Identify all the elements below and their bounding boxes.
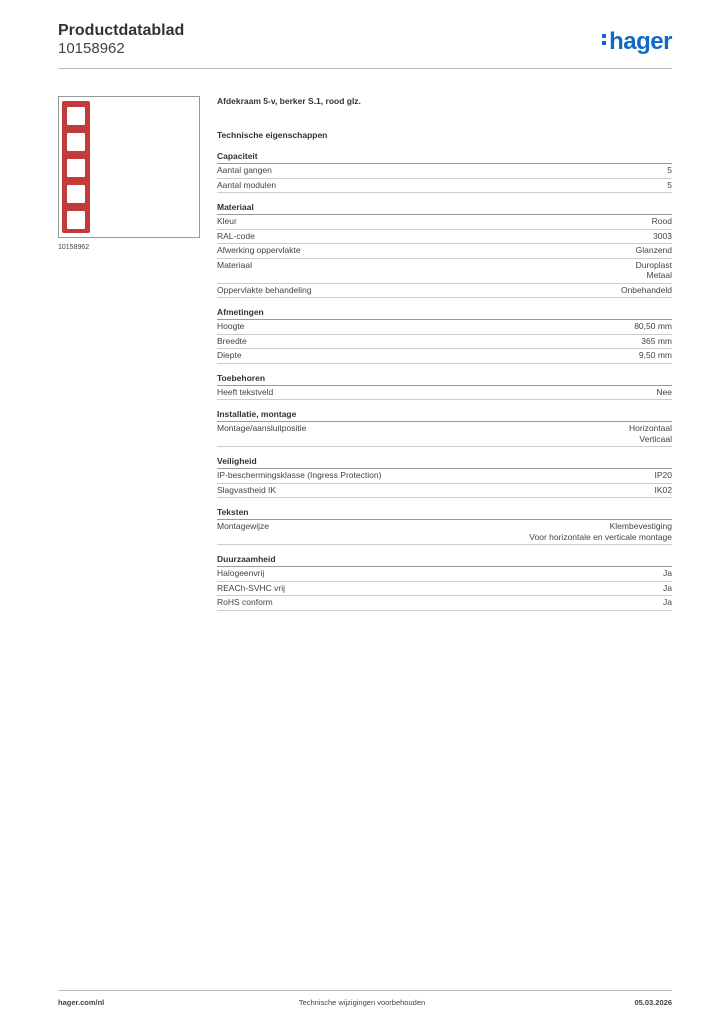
spec-section	[217, 554, 672, 611]
spec-row	[217, 422, 672, 447]
spec-label: RoHS conform	[217, 597, 273, 607]
spec-value: Glanzend	[635, 245, 672, 255]
logo-dots-icon	[602, 31, 607, 48]
frame-opening	[67, 185, 85, 203]
spec-row	[217, 244, 672, 259]
spec-value: Ja	[663, 597, 672, 607]
spec-label: Heeft tekstveld	[217, 386, 274, 397]
spec-label: Halogeenvrij	[217, 568, 265, 578]
spec-section	[217, 307, 672, 364]
spec-row	[217, 215, 672, 230]
product-name: Afdekraam 5-v, berker S.1, rood glz.	[217, 96, 361, 106]
page-title: Productdatablad	[58, 22, 185, 39]
spec-value: 9,50 mm	[638, 350, 672, 360]
spec-label: Breedte	[217, 335, 247, 346]
spec-label: IP-beschermingsklasse (Ingress Protection)	[217, 470, 382, 480]
spec-content	[217, 96, 672, 611]
hager-logo	[602, 28, 672, 56]
spec-label: Montagewijze	[217, 521, 269, 531]
section-title: Veiligheid	[217, 456, 672, 469]
spec-label: Montage/aansluitpositie	[217, 423, 307, 433]
spec-value: 80,50 mm	[634, 321, 672, 331]
spec-row	[217, 320, 672, 335]
spec-row	[217, 349, 672, 364]
spec-label: Hoogte	[217, 321, 245, 331]
frame-opening	[67, 211, 85, 229]
product-image-frame	[58, 96, 200, 238]
spec-value: IP20	[654, 470, 672, 480]
logo-text: hager	[609, 28, 672, 55]
section-title: Capaciteit	[217, 151, 672, 164]
section-title: Duurzaamheid	[217, 554, 672, 567]
spec-label: Oppervlakte behandeling	[217, 284, 312, 295]
spec-label: Slagvastheid IK	[217, 484, 277, 495]
spec-row	[217, 259, 672, 284]
tech-properties-title: Technische eigenschappen	[217, 130, 328, 140]
spec-row	[217, 596, 672, 611]
spec-value: Rood	[651, 216, 672, 226]
spec-label: Kleur	[217, 216, 237, 226]
footer-website: hager.com/nl	[58, 998, 105, 1007]
spec-row	[217, 386, 672, 401]
spec-value: Horizontaal Verticaal	[629, 423, 672, 444]
section-title: Toebehoren	[217, 373, 672, 386]
spec-section	[217, 151, 672, 193]
spec-value: Nee	[656, 386, 672, 397]
spec-value: 365 mm	[641, 335, 672, 346]
footer-disclaimer: Technische wijzigingen voorbehouden	[298, 998, 426, 1007]
frame-opening	[67, 159, 85, 177]
spec-value: 3003	[653, 230, 672, 241]
spec-section	[217, 456, 672, 498]
footer-date: 05.03.2026	[634, 998, 672, 1007]
spec-value: Ja	[663, 568, 672, 578]
section-title: Teksten	[217, 507, 672, 520]
spec-section	[217, 373, 672, 401]
footer-divider	[58, 990, 672, 991]
spec-row	[217, 520, 672, 545]
spec-value: Onbehandeld	[620, 284, 672, 295]
image-caption: 10158962	[58, 244, 90, 251]
section-title: Materiaal	[217, 202, 672, 215]
frame-opening	[67, 107, 85, 125]
spec-value: 5	[667, 165, 672, 175]
spec-row	[217, 335, 672, 350]
spec-value: Ja	[663, 582, 672, 593]
spec-row	[217, 230, 672, 245]
spec-section	[217, 409, 672, 447]
spec-section	[217, 507, 672, 545]
article-number: 10158962	[58, 40, 125, 57]
spec-row	[217, 179, 672, 194]
spec-row	[217, 284, 672, 299]
spec-value: 5	[667, 179, 672, 190]
spec-label: REACh-SVHC vrij	[217, 582, 286, 593]
section-title: Afmetingen	[217, 307, 672, 320]
spec-value: Duroplast Metaal	[635, 259, 672, 280]
spec-label: Diepte	[217, 350, 242, 360]
spec-label: Aantal gangen	[217, 165, 272, 175]
spec-row	[217, 484, 672, 499]
header-divider	[58, 68, 672, 69]
spec-value: Klembevestiging Voor horizontale en verticale montage	[529, 521, 672, 542]
spec-section	[217, 202, 672, 298]
spec-label: Afwerking oppervlakte	[217, 245, 301, 255]
spec-label: Materiaal	[217, 259, 252, 270]
spec-value: IK02	[654, 484, 672, 495]
spec-label: RAL-code	[217, 230, 255, 241]
section-title: Installatie, montage	[217, 409, 672, 422]
spec-row	[217, 469, 672, 484]
frame-opening	[67, 133, 85, 151]
spec-row	[217, 582, 672, 597]
product-image	[62, 101, 90, 233]
spec-label: Aantal modulen	[217, 179, 277, 190]
spec-sections	[217, 151, 672, 611]
spec-row	[217, 164, 672, 179]
spec-row	[217, 567, 672, 582]
